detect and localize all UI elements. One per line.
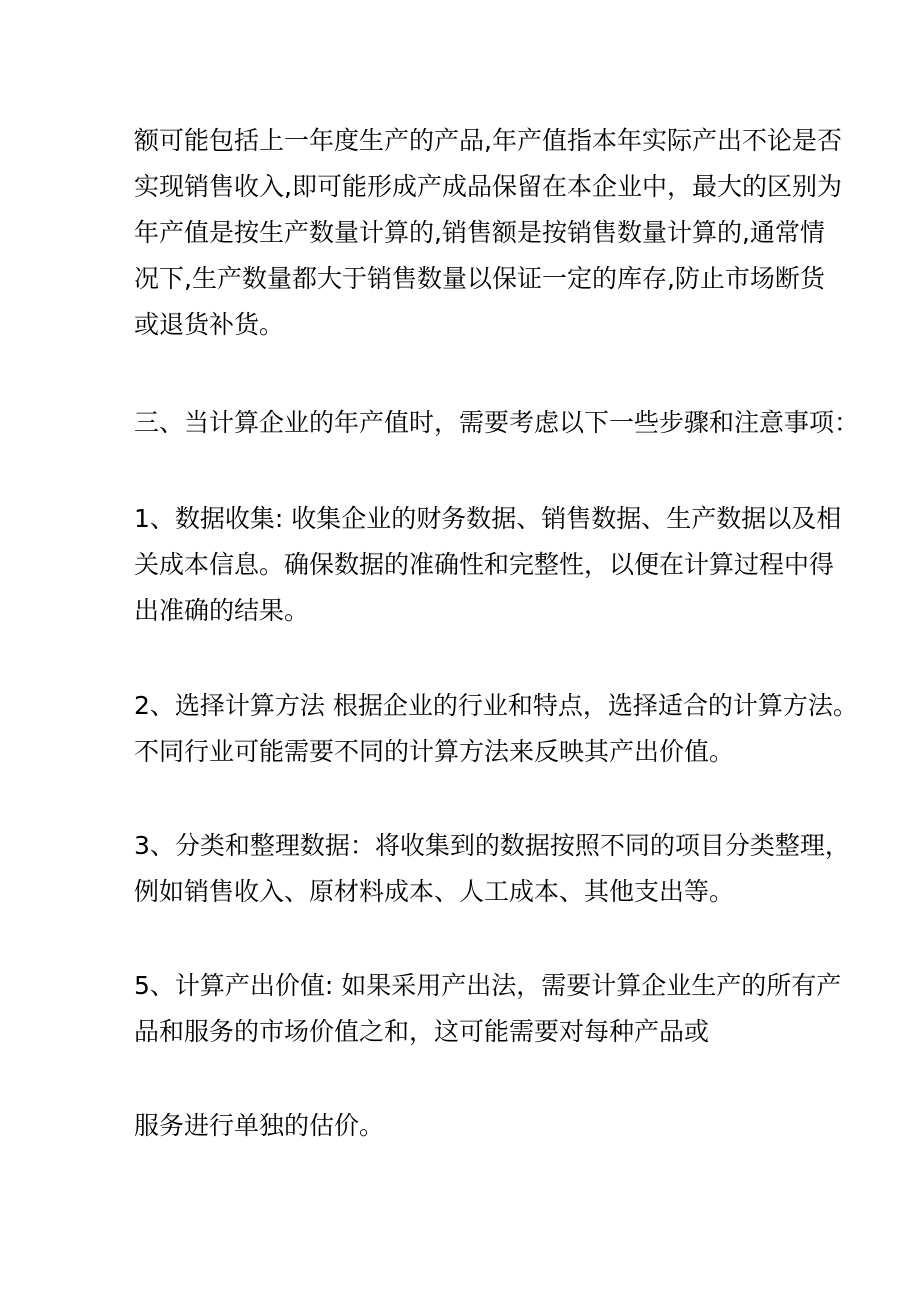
text-line: 况下,生产数量都大于销售数量以保证一定的库存,防止市场断货 [134, 264, 825, 293]
text-line: 例如销售收入、原材料成本、人工成本、其他支出等。 [134, 877, 735, 906]
text-line: 或退货补货。 [134, 310, 285, 339]
text-line: 年产值是按生产数量计算的,销售额是按销售数量计算的,通常情 [134, 218, 825, 247]
text-line: 2、选择计算方法 根据企业的行业和特点，选择适合的计算方法。 [134, 691, 858, 720]
text-line: 1、数据收集: 收集企业的财务数据、销售数据、生产数据以及相 [134, 504, 842, 533]
text-line: 不同行业可能需要不同的计算方法来反映其产出价值。 [134, 737, 735, 766]
text-line: 品和服务的市场价值之和，这可能需要对每种产品或 [134, 1017, 710, 1046]
heading-line: 三、当计算企业的年产值时，需要考虑以下一些步骤和注意事项： [134, 408, 860, 437]
step-compute-output-value [134, 963, 842, 1055]
step-choose-method [134, 683, 858, 775]
text-line: 额可能包括上一年度生产的产品,年产值指本年实际产出不论是否 [134, 126, 842, 155]
step-data-collection [134, 496, 842, 634]
text-line: 3、分类和整理数据：将收集到的数据按照不同的项目分类整理， [134, 831, 850, 860]
text-line: 服务进行单独的估价。 [134, 1111, 385, 1140]
text-line: 实现销售收入,即可能形成产成品保留在本企业中，最大的区别为 [134, 172, 842, 201]
step-classify-data [134, 823, 850, 915]
text-line: 5、计算产出价值: 如果采用产出法，需要计算企业生产的所有产 [134, 971, 842, 1000]
text-line: 关成本信息。确保数据的准确性和完整性，以便在计算过程中得 [134, 550, 835, 579]
paragraph-continuation [134, 1103, 814, 1149]
paragraph-sales-vs-output [134, 118, 842, 348]
section-heading [134, 400, 860, 446]
text-line: 出准确的结果。 [134, 596, 310, 625]
